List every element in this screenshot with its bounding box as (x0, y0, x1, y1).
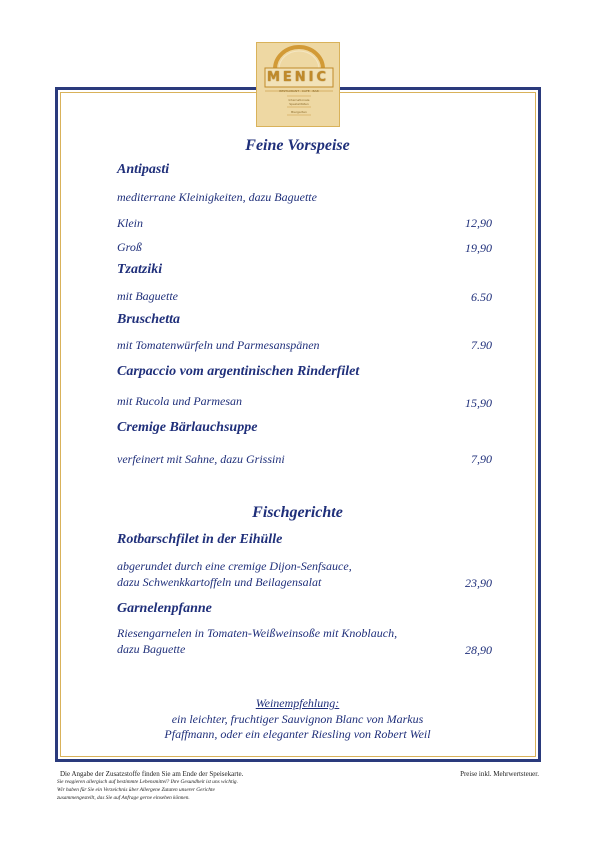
dish-description: dazu Baguette (117, 642, 186, 656)
wine-recommendation-text: Pfaffmann, oder ein eleganter Riesling von Robert Weil (164, 727, 431, 741)
dish-option-label: Klein (117, 216, 143, 230)
section-title-fisch: Fischgerichte (252, 504, 343, 521)
dish-price: 23,90 (465, 576, 492, 590)
dish-name: Cremige Bärlauchsuppe (117, 420, 258, 435)
restaurant-logo (256, 42, 340, 127)
dish-name: Rotbarschfilet in der Eihülle (117, 532, 283, 547)
logo-line: Internationale (288, 98, 310, 102)
dish-description: verfeinert mit Sahne, dazu Grissini (117, 452, 285, 466)
footer-additives-note: Die Angabe der Zusatzstoffe finden Sie am Ende der Speisekarte. (60, 770, 244, 778)
dish-name: Bruschetta (117, 312, 181, 327)
dish-price: 28,90 (465, 643, 492, 657)
dish-price: 6.50 (471, 290, 492, 304)
dish-price: 15,90 (465, 396, 492, 410)
footer-allergy-note: Wir haben für Sie ein Verzeichnis über Allergene Zutaten unserer Gerichte (57, 787, 215, 793)
dish-price: 12,90 (465, 216, 492, 230)
dish-description: mediterrane Kleinigkeiten, dazu Baguette (117, 190, 317, 204)
logo-line: Biergarten (291, 110, 307, 114)
dish-name: Tzatziki (117, 262, 163, 277)
logo-line: Spezialitäten (289, 102, 309, 106)
dish-description: dazu Schwenkkartoffeln und Beilagensalat (117, 575, 322, 589)
logo-tagline: RESTAURANT · CAFE · BAR (279, 89, 319, 93)
logo-emblem-icon (257, 43, 341, 128)
dish-name: Carpaccio vom argentinischen Rinderfilet (117, 364, 360, 379)
dish-price: 7.90 (471, 338, 492, 352)
dish-description: mit Tomatenwürfeln und Parmesanspänen (117, 338, 320, 352)
dish-description: abgerundet durch eine cremige Dijon-Senfsauce, (117, 559, 352, 573)
logo-wordmark: MENIC (266, 70, 330, 85)
dish-name: Antipasti (117, 162, 170, 177)
dish-price: 19,90 (465, 241, 492, 255)
footer-price-note: Preise inkl. Mehrwertsteuer. (460, 770, 539, 778)
section-title-vorspeise: Feine Vorspeise (245, 137, 350, 154)
wine-recommendation-text: ein leichter, fruchtiger Sauvignon Blanc von Markus (171, 712, 424, 726)
dish-option-label: Groß (117, 240, 142, 254)
dish-description: mit Rucola und Parmesan (117, 394, 242, 408)
dish-description: mit Baguette (117, 289, 178, 303)
dish-description: Riesengarnelen in Tomaten-Weißweinsoße mit Knoblauch, (117, 626, 398, 640)
footer-allergy-note: Sie reagieren allergisch auf bestimmte Lebensmittel? Ihre Gesundheit ist uns wichtig. (57, 779, 238, 785)
dish-price: 7,90 (471, 452, 492, 466)
wine-recommendation-title: Weinempfehlung: (255, 696, 340, 710)
footer-allergy-note: zusammengestellt, das Sie auf Anfrage gerne einsehen können. (57, 795, 190, 801)
dish-name: Garnelenpfanne (117, 601, 212, 616)
